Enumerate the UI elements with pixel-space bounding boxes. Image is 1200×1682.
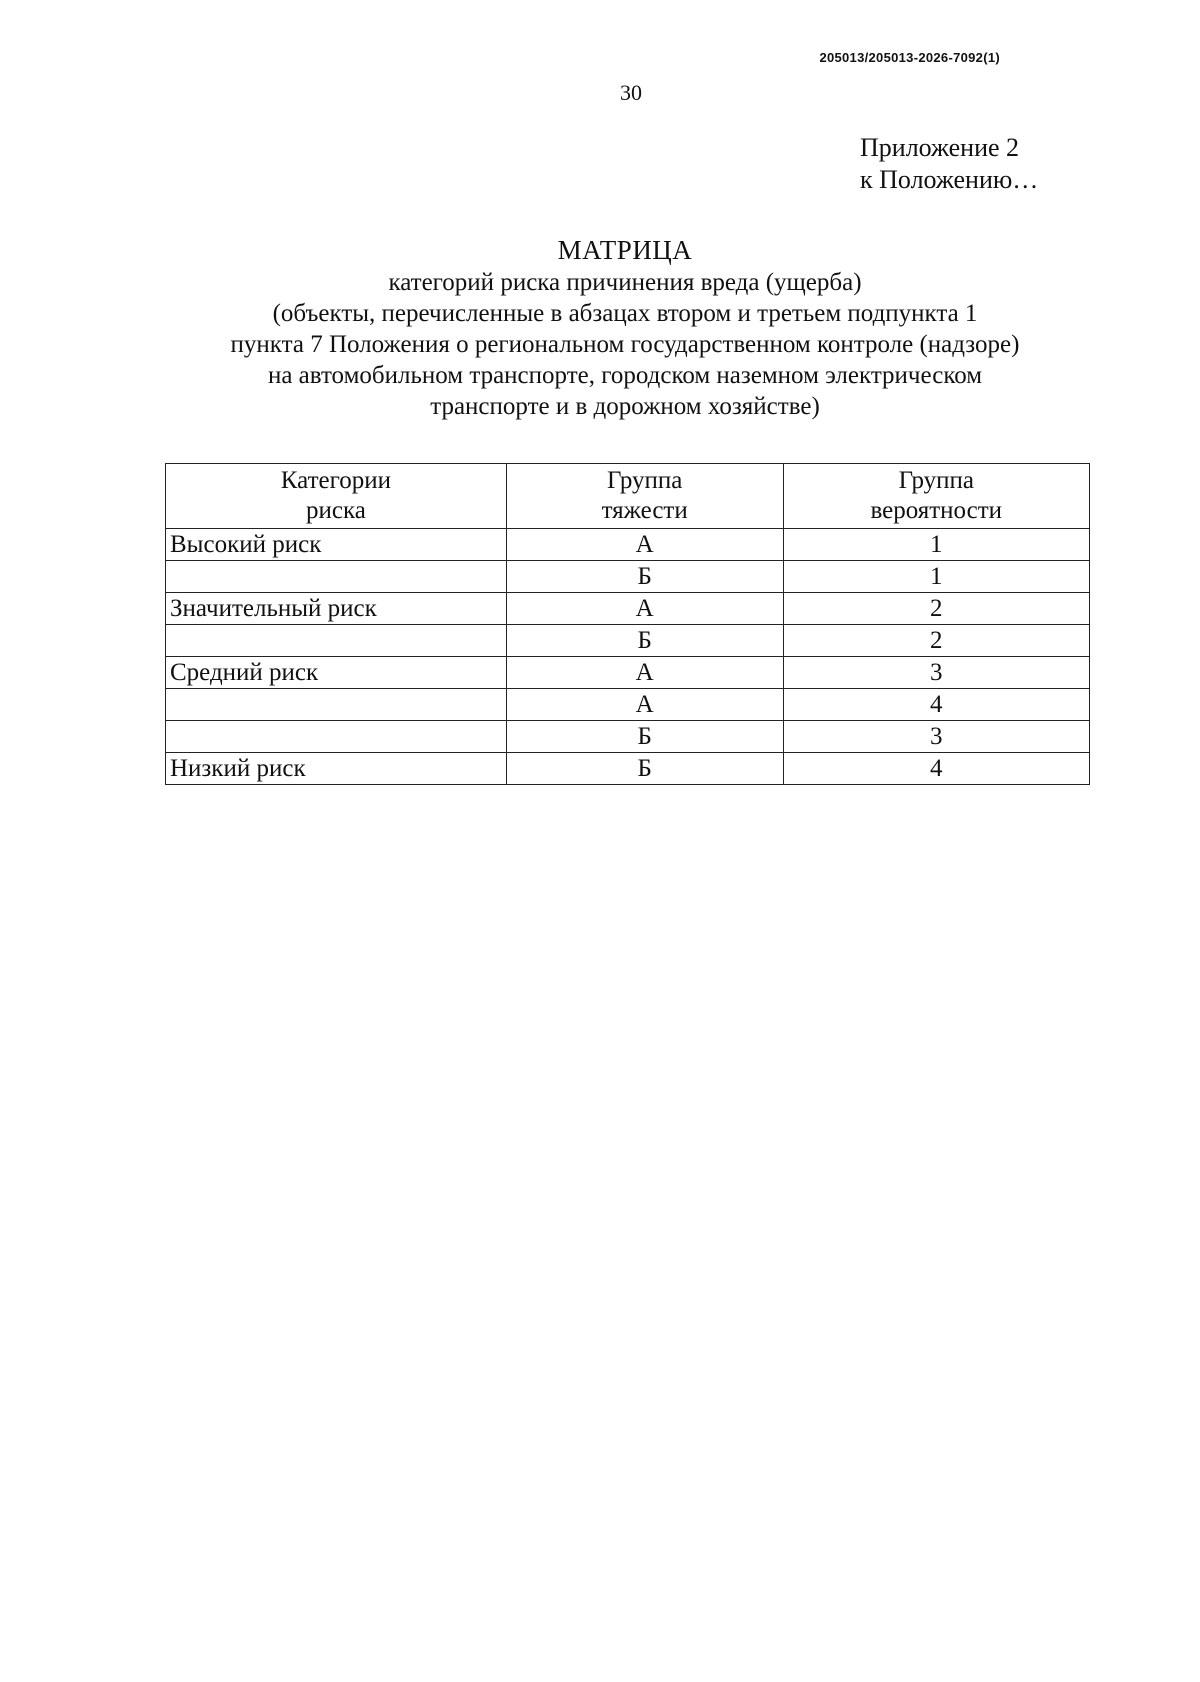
- cell-risk-category: Высокий риск: [166, 529, 507, 561]
- document-id: 205013/205013-2026-7092(1): [819, 50, 1000, 65]
- risk-matrix-table: [165, 463, 1090, 785]
- cell-severity-group: Б: [506, 625, 783, 657]
- cell-severity-group: А: [506, 689, 783, 721]
- table-row: [166, 529, 1090, 561]
- cell-risk-category: [166, 721, 507, 753]
- cell-risk-category: [166, 561, 507, 593]
- header-severity-group: Группа тяжести: [506, 464, 783, 529]
- page-number: 30: [620, 80, 642, 105]
- cell-probability-group: 1: [783, 561, 1089, 593]
- cell-probability-group: 1: [783, 529, 1089, 561]
- table-row: [166, 689, 1090, 721]
- cell-probability-group: 3: [783, 721, 1089, 753]
- table-row: [166, 753, 1090, 785]
- document-title: МАТРИЦА: [557, 235, 693, 265]
- cell-severity-group: А: [506, 529, 783, 561]
- title-block: [150, 233, 1100, 422]
- cell-severity-group: Б: [506, 561, 783, 593]
- cell-severity-group: А: [506, 593, 783, 625]
- cell-probability-group: 3: [783, 657, 1089, 689]
- table-row: [166, 721, 1090, 753]
- document-subtitle: категорий риска причинения вреда (ущерба) (объекты, перечисленные в абзацах втором и третьем подпункта 1 пункта 7 Положения о региональном государственном контроле (надзоре) на автомобильном транспорте, городском наземном электрическом транспорте и в дорожном хозяйстве): [230, 269, 1020, 420]
- appendix-line-1: Приложение 2: [860, 133, 1020, 162]
- cell-risk-category: Значительный риск: [166, 593, 507, 625]
- table-row: [166, 561, 1090, 593]
- cell-probability-group: 4: [783, 689, 1089, 721]
- appendix-reference: [860, 132, 1038, 196]
- cell-probability-group: 4: [783, 753, 1089, 785]
- cell-severity-group: Б: [506, 721, 783, 753]
- header-probability-group: Группа вероятности: [783, 464, 1089, 529]
- cell-risk-category: Средний риск: [166, 657, 507, 689]
- table-row: [166, 625, 1090, 657]
- cell-risk-category: [166, 689, 507, 721]
- cell-probability-group: 2: [783, 593, 1089, 625]
- cell-risk-category: Низкий риск: [166, 753, 507, 785]
- cell-severity-group: Б: [506, 753, 783, 785]
- table-header-row: [166, 464, 1090, 529]
- cell-probability-group: 2: [783, 625, 1089, 657]
- table-row: [166, 657, 1090, 689]
- cell-severity-group: А: [506, 657, 783, 689]
- table-row: [166, 593, 1090, 625]
- header-risk-category: Категории риска: [166, 464, 507, 529]
- appendix-line-2: к Положению…: [860, 165, 1039, 194]
- cell-risk-category: [166, 625, 507, 657]
